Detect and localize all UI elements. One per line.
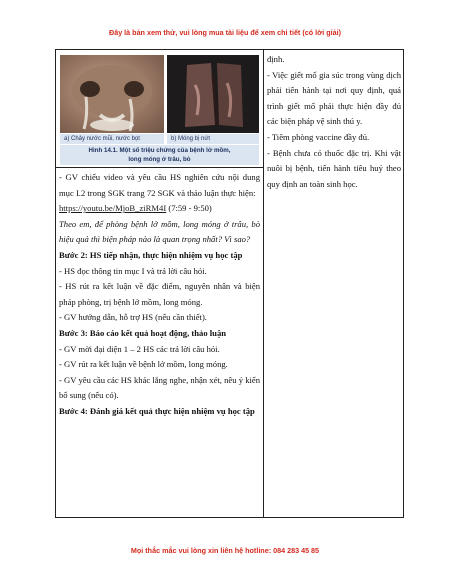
caption-b: b) Móng bị nứt — [167, 134, 259, 144]
figure-title-line2: long móng ở trâu, bò — [128, 155, 191, 163]
cow-nose-illustration — [60, 55, 164, 133]
figure-title — [60, 145, 259, 165]
right-item: - Bệnh chưa có thuốc đặc trị. Khi vật nuôi bị bệnh, tiến hành tiêu huỷ theo quy định an toàn sinh học. — [267, 147, 401, 189]
preview-banner: Đây là bản xem thử, vui lòng mua tài liệu để xem chi tiết (có lời giải) — [109, 28, 341, 37]
discussion-question: Theo em, để phòng bệnh lở mồm, long móng ở trâu, bò hiệu quả thì biện pháp nào là quan trọng nhất? Vì sao? — [59, 218, 260, 245]
caption-a: a) Chảy nước mũi, nước bọt — [60, 134, 164, 144]
figure-title-line1: Hình 14.1. Một số triệu chứng của bệnh lở mồm, — [88, 147, 231, 154]
step-4-heading: Bước 4: Đánh giá kết quả thực hiện nhiệm vụ học tập — [59, 405, 255, 416]
task-intro: - GV chiếu video và yêu cầu HS nghiên cứu nội dung mục I.2 trong SGK trang 72 SGK và thảo luận thực hiện: — [59, 172, 260, 198]
step-3-item: - GV yêu cầu các HS khác lắng nghe, nhận xét, nêu ý kiến bổ sung (nếu có). — [59, 374, 260, 401]
step-2-heading: Bước 2: HS tiếp nhận, thực hiện nhiệm vụ học tập — [59, 249, 243, 260]
right-item: - Tiêm phòng vaccine đầy đủ. — [267, 131, 370, 142]
photo-hoof — [167, 55, 259, 133]
right-item: định. — [267, 54, 285, 64]
step-2-item: - HS rút ra kết luận về đặc điểm, nguyên nhân và biện pháp phòng, trị bệnh lở mồm, long móng. — [59, 281, 260, 307]
step-3-heading: Bước 3: Báo cáo kết quả hoạt động, thảo luận — [59, 327, 227, 338]
step-3-item: - GV rút ra kết luận về bệnh lở mồm, long móng. — [59, 359, 228, 370]
hotline-banner: Mọi thắc mắc vui lòng xin liên hệ hotline: 084 283 45 85 — [130, 546, 320, 555]
lesson-table — [55, 49, 404, 518]
right-item: - Việc giết mổ gia súc trong vùng dịch phải tiến hành tại nơi quy định, quá trình giết mổ phải thực hiện đầy đủ các biện pháp vệ sinh thú y. — [267, 69, 401, 127]
step-2-item: - GV hướng dẫn, hỗ trợ HS (nếu cần thiết). — [59, 312, 207, 323]
right-column-text — [267, 52, 401, 192]
video-time: (7:59 - 9:50) — [166, 203, 212, 214]
left-column-text — [59, 170, 260, 420]
step-3-item: - GV mời đại diện 1 – 2 HS các trả lời câu hỏi. — [59, 343, 220, 354]
video-link[interactable]: https://youtu.be/MjoB_ziRM4I — [59, 203, 167, 214]
video-link-line — [59, 201, 260, 217]
column-divider — [263, 50, 264, 517]
photo-cow-nose — [60, 55, 164, 133]
disease-figure — [56, 50, 263, 167]
figure-row-divider — [56, 167, 263, 168]
hoof-illustration — [167, 55, 259, 133]
step-2-item: - HS đọc thông tin mục I và trả lời câu hỏi. — [59, 265, 207, 276]
